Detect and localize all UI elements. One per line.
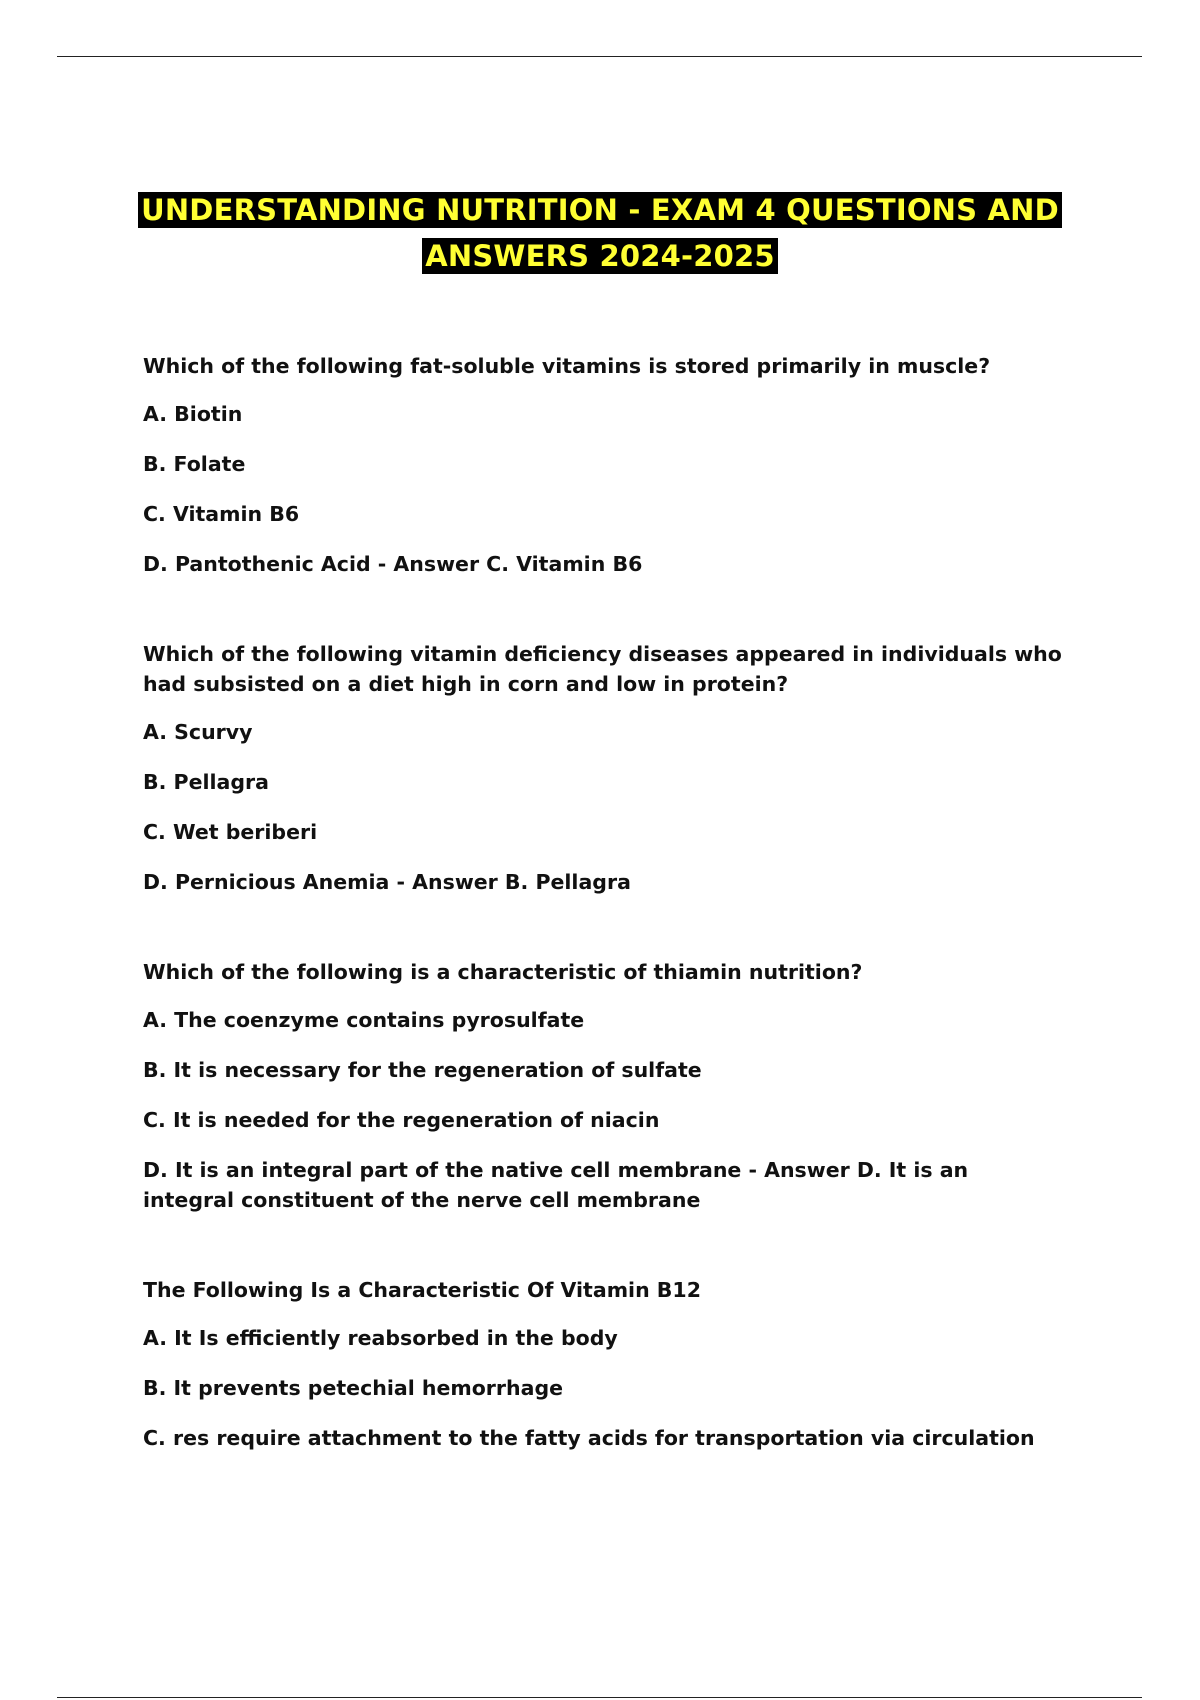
- option-a: A. Scurvy: [143, 720, 253, 744]
- question-block-3: [143, 957, 1063, 1215]
- option-c: C. Wet beriberi: [143, 820, 318, 844]
- option-b: B. It is necessary for the regeneration of sulfate: [143, 1058, 702, 1082]
- option-b: B. It prevents petechial hemorrhage: [143, 1376, 564, 1400]
- question-text: Which of the following is a characteristic of thiamin nutrition?: [143, 960, 863, 984]
- option-c: C. res require attachment to the fatty acids for transportation via circulation: [143, 1426, 1035, 1450]
- option-c: C. Vitamin B6: [143, 502, 300, 526]
- question-text: Which of the following vitamin deficiency diseases appeared in individuals who had subsisted on a diet high in corn and low in protein?: [143, 642, 1062, 696]
- option-a: A. The coenzyme contains pyrosulfate: [143, 1008, 585, 1032]
- option-d-with-answer: D. It is an integral part of the native cell membrane - Answer D. It is an integral constituent of the nerve cell membrane: [143, 1158, 969, 1212]
- option-a: A. Biotin: [143, 402, 243, 426]
- question-block-1: [143, 351, 1063, 579]
- option-c: C. It is needed for the regeneration of niacin: [143, 1108, 660, 1132]
- option-d-with-answer: D. Pernicious Anemia - Answer B. Pellagra: [143, 870, 631, 894]
- question-block-2: [143, 639, 1063, 897]
- title-line-1: UNDERSTANDING NUTRITION - EXAM 4 QUESTIONS AND: [138, 192, 1062, 228]
- option-a: A. It Is efficiently reabsorbed in the body: [143, 1326, 618, 1350]
- top-rule: [57, 56, 1142, 57]
- bottom-rule: [57, 1697, 1142, 1698]
- question-block-4: [143, 1275, 1063, 1453]
- option-d-with-answer: D. Pantothenic Acid - Answer C. Vitamin B6: [143, 552, 643, 576]
- question-list: [143, 351, 1063, 1513]
- option-b: B. Pellagra: [143, 770, 269, 794]
- question-text: Which of the following fat-soluble vitamins is stored primarily in muscle?: [143, 354, 991, 378]
- question-text: The Following Is a Characteristic Of Vitamin B12: [143, 1278, 701, 1302]
- document-title: [0, 192, 1200, 284]
- title-line-2: ANSWERS 2024-2025: [422, 238, 778, 274]
- option-b: B. Folate: [143, 452, 246, 476]
